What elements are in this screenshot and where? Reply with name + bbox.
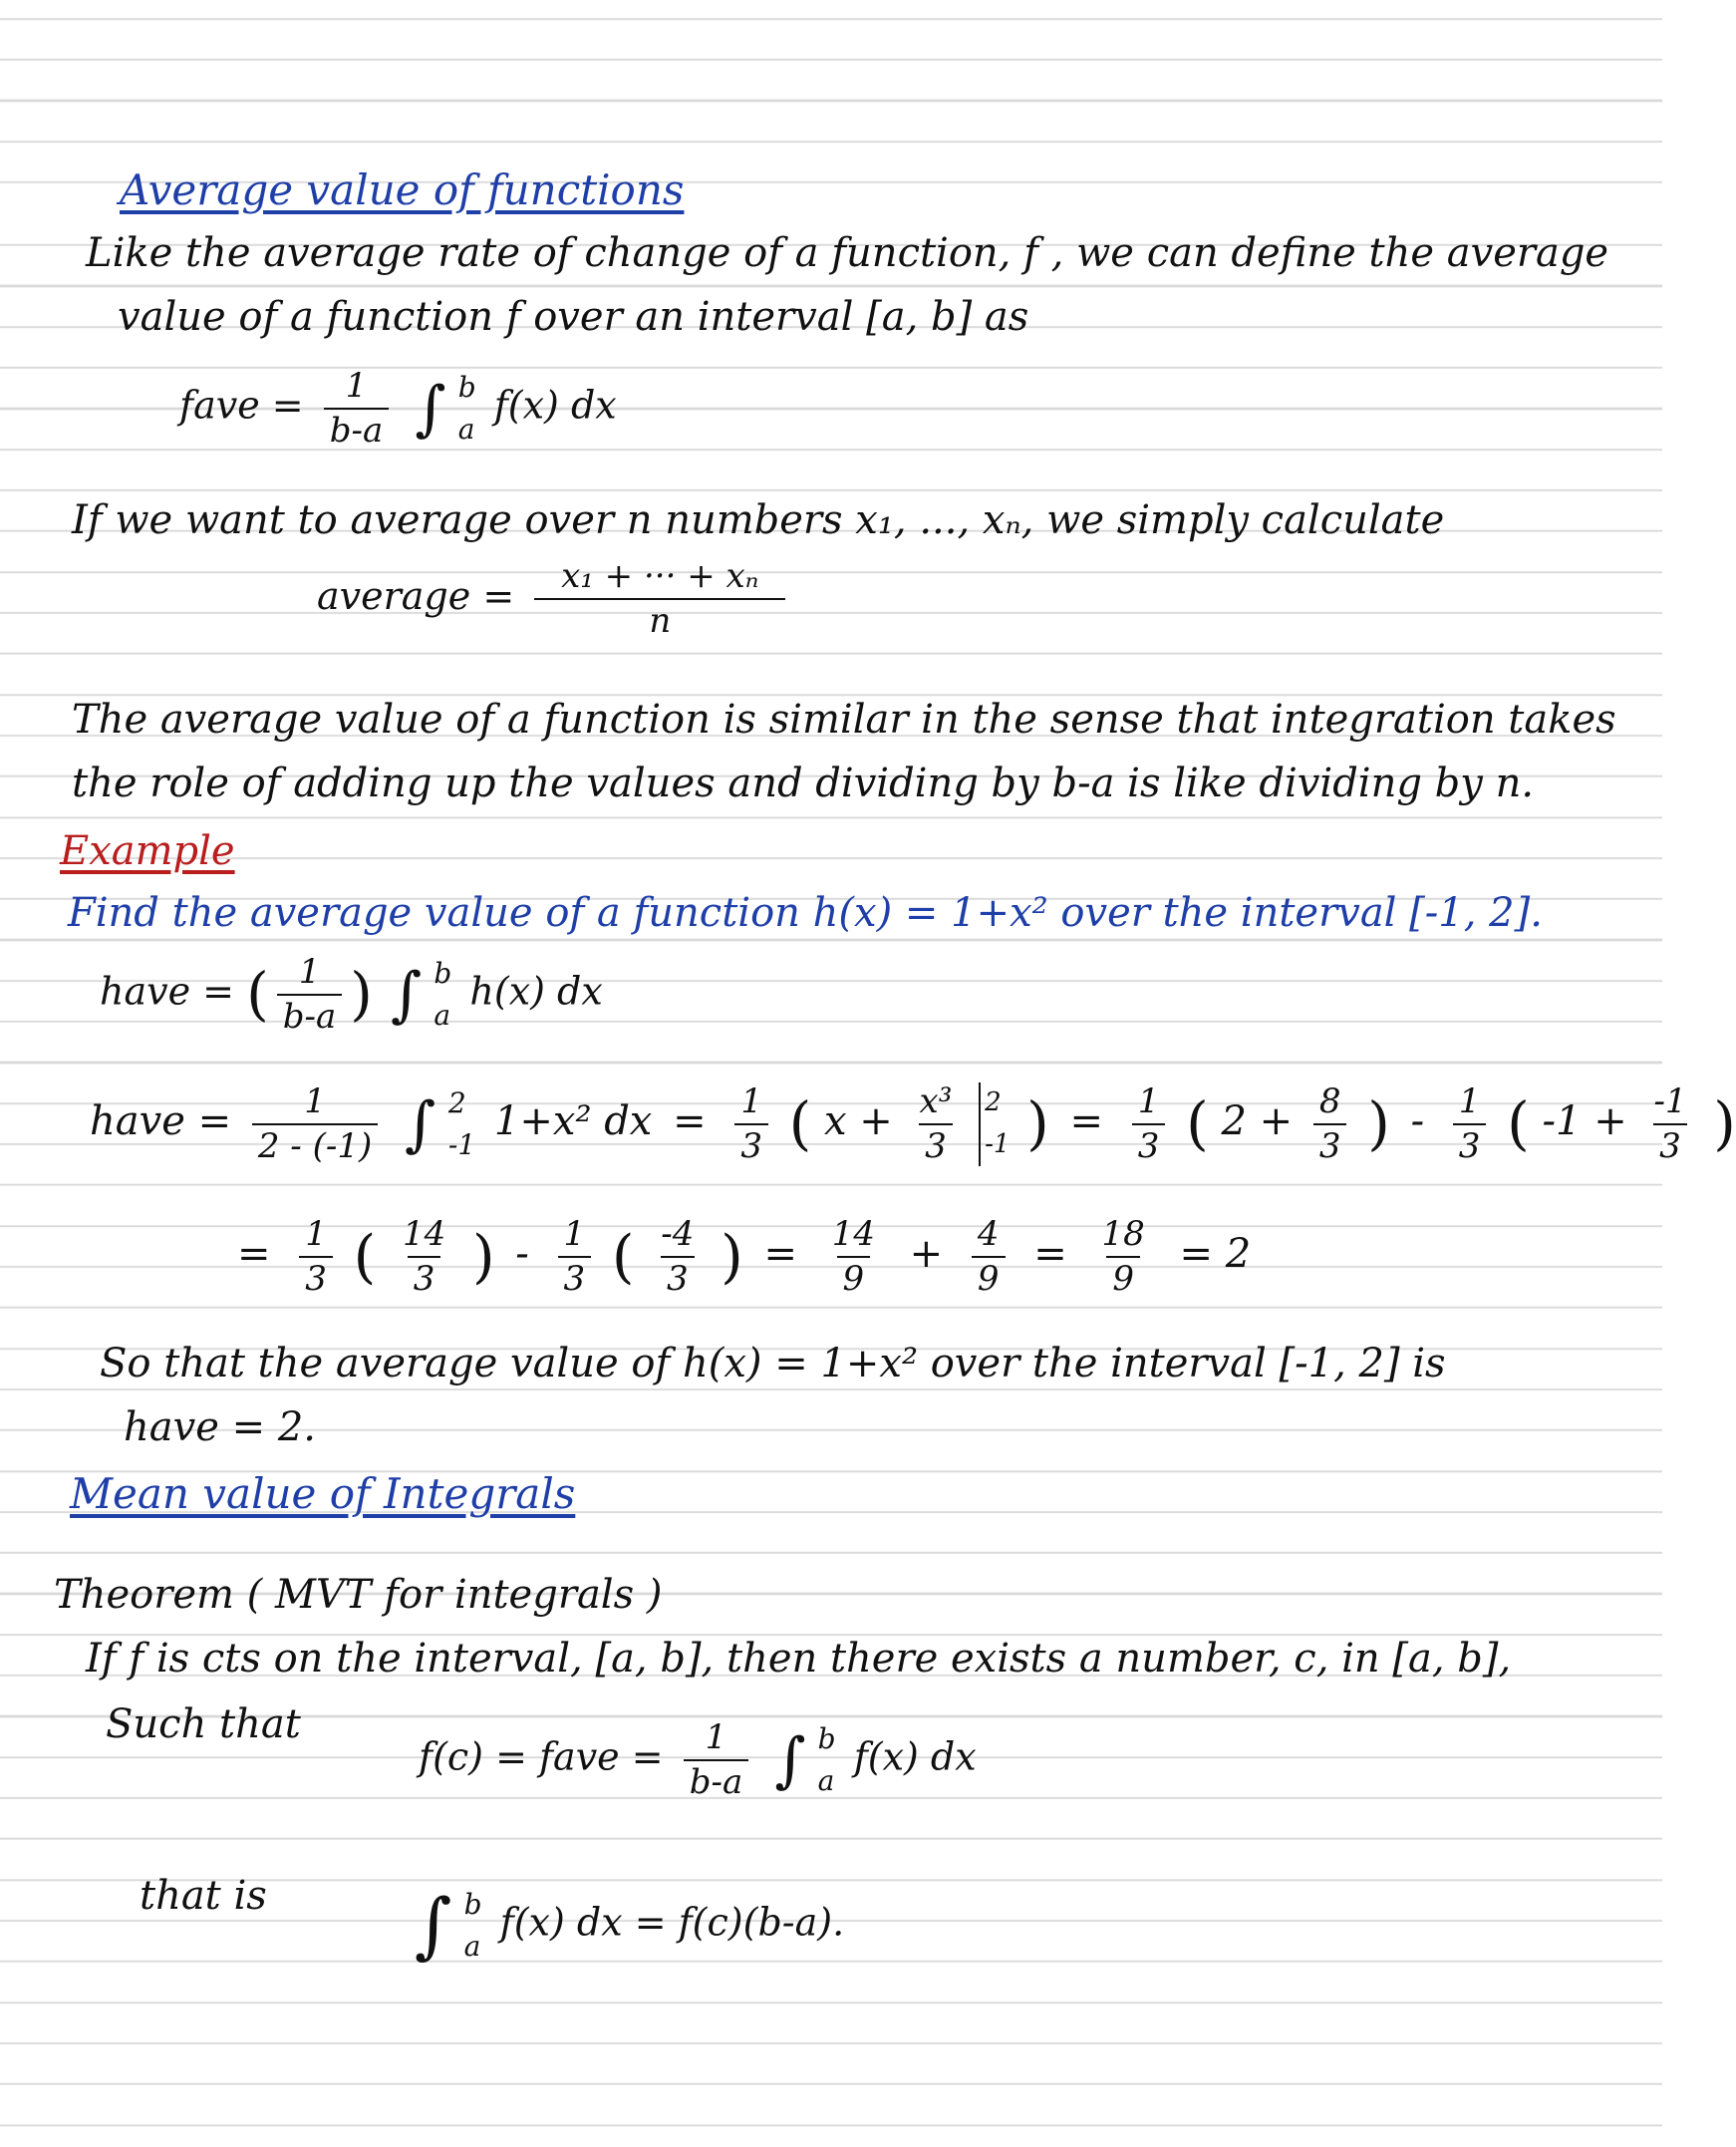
denominator: 3: [661, 1256, 695, 1298]
text-line: have = 2.: [124, 1404, 316, 1450]
formula-have-computation: [90, 1082, 1736, 1166]
integrand: f(x) dx: [853, 1734, 977, 1779]
integral-limits: [464, 1884, 482, 1968]
integrand: f(x) dx: [493, 383, 617, 428]
numerator: 1: [305, 1214, 327, 1254]
denominator: 9: [1106, 1256, 1140, 1298]
result: = 2: [1179, 1231, 1252, 1278]
formula-lhs: fave =: [179, 383, 304, 428]
text-line: Like the average rate of change of a function, f , we can define the average: [86, 230, 1609, 276]
fraction: [324, 365, 390, 451]
paren: ): [721, 1222, 743, 1291]
fraction: [1647, 1080, 1692, 1166]
lower-limit: -1: [985, 1129, 1011, 1159]
formula-average: [317, 558, 793, 641]
fraction: [299, 1216, 333, 1299]
lower-limit: -1: [447, 1128, 476, 1161]
paren: ): [1026, 1089, 1049, 1158]
lower-limit: a: [457, 413, 475, 446]
numerator: 1: [563, 1214, 586, 1254]
fraction: [277, 951, 343, 1037]
text-line: The average value of a function is similar in the sense that integration takes: [72, 697, 1616, 743]
numerator: 14: [831, 1214, 875, 1254]
formula-lhs: average =: [317, 573, 515, 618]
fraction: [1313, 1080, 1347, 1166]
text-line: Such that: [106, 1701, 301, 1747]
denominator: b-a: [324, 408, 390, 450]
integral-limits: [818, 1718, 836, 1802]
theorem-heading: Theorem ( MVT for integrals ): [54, 1572, 663, 1618]
fraction: [534, 558, 785, 641]
integral-limits: [448, 1082, 475, 1166]
lower-limit: a: [434, 999, 451, 1032]
denominator: 3: [1313, 1123, 1347, 1165]
formula-fave: [179, 367, 617, 451]
paren: (: [611, 1222, 635, 1291]
fraction: [734, 1080, 768, 1166]
text-line: that is: [140, 1873, 267, 1919]
fraction: [1096, 1216, 1151, 1299]
numerator: 1: [1137, 1080, 1160, 1121]
formula-have-result: [229, 1216, 1259, 1299]
equals-sign: =: [763, 1231, 797, 1278]
fraction: [972, 1216, 1006, 1299]
denominator: 9: [972, 1256, 1006, 1298]
integral-sign: ∫: [415, 1883, 452, 1968]
numerator: 1: [1458, 1080, 1481, 1121]
numerator: x³: [919, 1080, 953, 1121]
fraction: [826, 1216, 881, 1299]
denominator: 3: [299, 1256, 333, 1298]
denominator: 3: [558, 1256, 592, 1298]
denominator: 3: [1653, 1123, 1687, 1165]
evaluation-bar: [979, 1082, 1010, 1165]
denominator: 2 - (-1): [252, 1123, 378, 1165]
section-title-mean-value: Mean value of Integrals: [70, 1469, 576, 1518]
formula-lhs: f(c) = fave =: [419, 1734, 664, 1779]
numerator: 1: [298, 951, 321, 992]
integral-limits: [434, 953, 451, 1037]
upper-limit: 2: [985, 1087, 1002, 1118]
numerator: -1: [1653, 1080, 1687, 1121]
numerator: 1: [740, 1080, 762, 1121]
upper-limit: 2: [447, 1086, 466, 1119]
numerator: -4: [661, 1214, 695, 1254]
numerator: x₁ + ··· + xₙ: [561, 556, 759, 596]
paren: (: [1186, 1089, 1209, 1158]
integrand: 1+x² dx: [493, 1098, 653, 1144]
numerator: 18: [1101, 1214, 1145, 1254]
integral-sign: ∫: [404, 1089, 436, 1159]
text-line: If f is cts on the interval, [a, b], then there exists a number, c, in [a, b],: [86, 1636, 1512, 1682]
text-line: So that the average value of h(x) = 1+x² over the interval [-1, 2] is: [100, 1341, 1446, 1386]
numerator: 1: [705, 1716, 727, 1757]
upper-limit: b: [463, 1888, 482, 1921]
term: 2 +: [1221, 1098, 1294, 1144]
text-line: value of a function f over an interval [a, b] as: [118, 294, 1029, 340]
fraction: [558, 1216, 592, 1299]
numerator: 1: [345, 365, 368, 406]
denominator: 3: [1453, 1123, 1487, 1165]
paren: (: [1507, 1089, 1530, 1158]
denominator: 9: [837, 1256, 871, 1298]
integral-sign: ∫: [391, 960, 423, 1030]
paren: (: [788, 1089, 812, 1158]
integral-sign: ∫: [415, 374, 446, 444]
fraction: [397, 1216, 451, 1299]
paren: (: [353, 1222, 377, 1291]
upper-limit: b: [434, 957, 452, 990]
term: -1 +: [1542, 1098, 1627, 1144]
integral-limits: [458, 367, 476, 451]
denominator: n: [534, 598, 785, 640]
fraction: [655, 1216, 700, 1299]
formula-mvt: [419, 1718, 977, 1802]
lower-limit: a: [817, 1764, 835, 1797]
equals-sign: =: [237, 1231, 271, 1278]
paren: ): [471, 1222, 495, 1291]
text-line: If we want to average over n numbers x₁, ..., xₙ, we simply calculate: [72, 497, 1445, 543]
equals-sign: =: [1069, 1098, 1103, 1144]
integrand: h(x) dx: [469, 969, 603, 1014]
paren: ): [350, 960, 373, 1029]
fraction: [684, 1716, 749, 1802]
denominator: 3: [1132, 1123, 1166, 1165]
denominator: 3: [408, 1256, 441, 1298]
minus-sign: -: [1410, 1098, 1425, 1144]
numerator: 8: [1318, 1080, 1341, 1121]
integral-sign: ∫: [774, 1725, 806, 1795]
denominator: b-a: [277, 994, 343, 1036]
integrand: f(x) dx = f(c)(b-a).: [499, 1900, 845, 1945]
fraction: [1132, 1080, 1166, 1166]
equals-sign: =: [1033, 1231, 1067, 1278]
formula-lhs: have =: [100, 969, 235, 1014]
paren: (: [246, 960, 269, 1029]
text-line: the role of adding up the values and dividing by b-a is like dividing by n.: [72, 761, 1535, 806]
numerator: 14: [402, 1214, 446, 1254]
upper-limit: b: [817, 1722, 836, 1755]
example-label: Example: [60, 828, 235, 874]
fraction: [914, 1080, 959, 1166]
numerator: 1: [304, 1080, 326, 1121]
paren: ): [1713, 1089, 1736, 1158]
numerator: 4: [977, 1214, 1000, 1254]
minus-sign: -: [515, 1231, 529, 1278]
example-prompt: Find the average value of a function h(x) = 1+x² over the interval [-1, 2].: [68, 890, 1543, 936]
section-title-average-value: Average value of functions: [120, 165, 685, 214]
fraction: [252, 1080, 378, 1166]
fraction: [1453, 1080, 1487, 1166]
denominator: 3: [734, 1123, 768, 1165]
formula-lhs: have =: [90, 1098, 232, 1144]
plus-sign: +: [909, 1231, 944, 1278]
denominator: b-a: [684, 1759, 749, 1801]
paren: ): [1367, 1089, 1390, 1158]
denominator: 3: [919, 1123, 953, 1165]
lower-limit: a: [463, 1930, 481, 1963]
equals-sign: =: [673, 1098, 707, 1144]
upper-limit: b: [457, 371, 476, 404]
formula-mvt-equivalent: [409, 1884, 844, 1968]
term: x +: [824, 1098, 893, 1144]
formula-have-definition: [100, 953, 603, 1037]
